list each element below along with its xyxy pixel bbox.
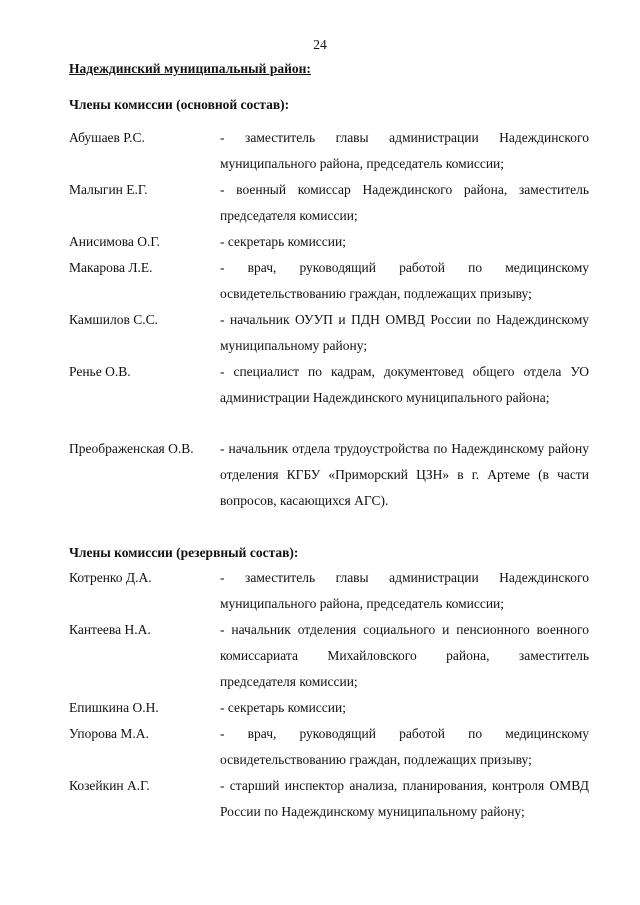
member-name: Козейкин А.Г. — [69, 778, 150, 793]
reserve-section-heading: Члены комиссии (резервный состав): — [69, 545, 299, 560]
member-role: - заместитель главы администрации Надеждинского муниципального района, председатель комиссии; — [220, 130, 589, 171]
main-section-heading: Члены комиссии (основной состав): — [69, 97, 290, 112]
member-role: - начальник ОУУП и ПДН ОМВД России по Надеждинскому муниципальному району; — [220, 312, 589, 353]
member-name: Кантеева Н.А. — [69, 622, 151, 637]
member-name: Камшилов С.С. — [69, 312, 158, 327]
member-name: Котренко Д.А. — [69, 570, 152, 585]
member-name: Епишкина О.Н. — [69, 700, 159, 715]
member-name: Упорова М.А. — [69, 726, 149, 741]
district-title: Надеждинский муниципальный район: — [69, 61, 311, 76]
member-role: - начальник отделения социального и пенсионного военного комиссариата Михайловского района, заместитель председателя комиссии; — [220, 622, 589, 689]
member-name: Преображенская О.В. — [69, 441, 194, 456]
member-role: - старший инспектор анализа, планирования, контроля ОМВД России по Надеждинскому муниципальному району; — [220, 778, 589, 819]
member-role: - врач, руководящий работой по медицинскому освидетельствованию граждан, подлежащих призыву; — [220, 260, 589, 301]
member-role: - секретарь комиссии; — [220, 700, 346, 715]
member-role: - секретарь комиссии; — [220, 234, 346, 249]
member-role: - врач, руководящий работой по медицинскому освидетельствованию граждан, подлежащих призыву; — [220, 726, 589, 767]
member-role: - военный комиссар Надеждинского района, заместитель председателя комиссии; — [220, 182, 589, 223]
page-number: 24 — [313, 37, 327, 52]
member-role: - специалист по кадрам, документовед общего отдела УО администрации Надеждинского муниципального района; — [220, 364, 589, 405]
member-role: - заместитель главы администрации Надеждинского муниципального района, председатель комиссии; — [220, 570, 589, 611]
member-name: Малыгин Е.Г. — [69, 182, 148, 197]
member-name: Анисимова О.Г. — [69, 234, 161, 249]
member-name: Абушаев Р.С. — [69, 130, 145, 145]
member-name: Макарова Л.Е. — [69, 260, 153, 275]
member-name: Ренье О.В. — [69, 364, 131, 379]
member-role: - начальник отдела трудоустройства по Надеждинскому району отделения КГБУ «Приморский ЦЗН» в г. Артеме (в части вопросов, касающихся АГС). — [220, 441, 589, 508]
